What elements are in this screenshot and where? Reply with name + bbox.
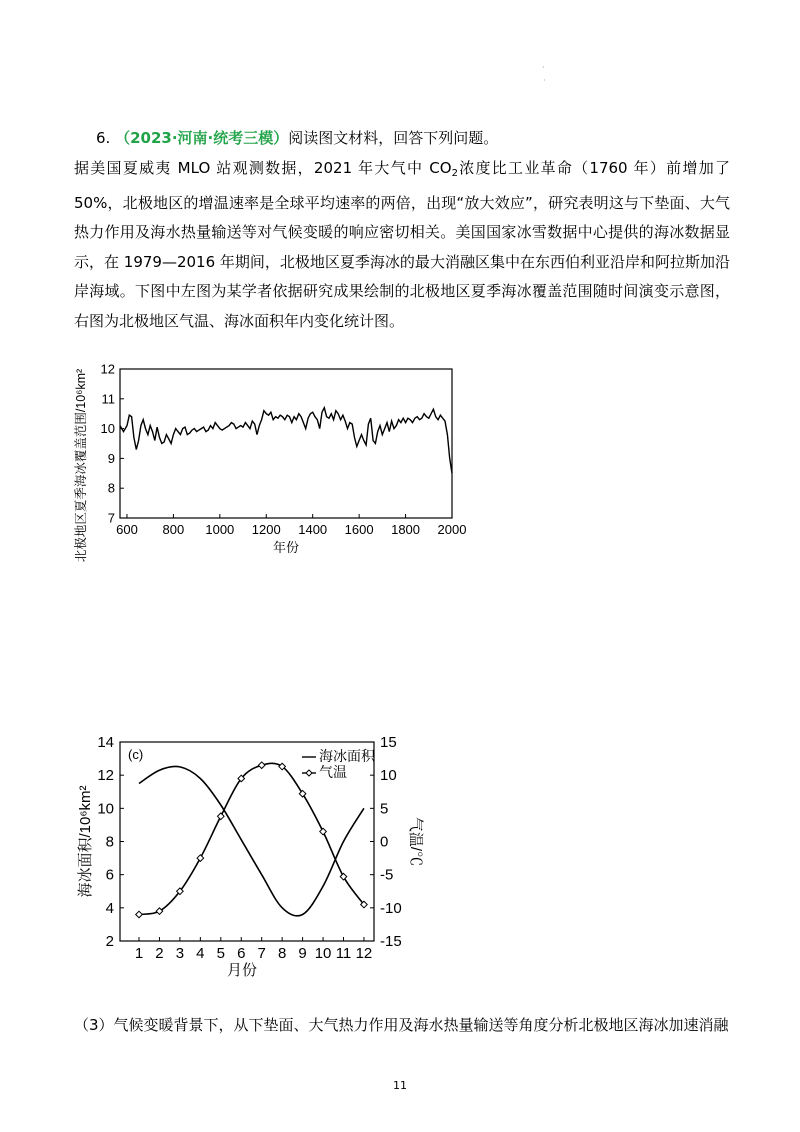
x-tick-label: 1400: [298, 522, 328, 537]
y-tick-label-right: -5: [380, 866, 394, 884]
y-tick-label: 10: [100, 421, 115, 437]
material-text-part: 地区的增温速率是全球平均速率的两倍，出现“放大效应”，研究表明这与下垫面、大气热力作用及海水热量输送等对气候变暖的响应密切相关。美国国家冰雪数据中心提供的海冰数据显示，在 1979—2016 年期间，北极地区夏季海冰的最大消融区集中在东西伯利亚沿岸和阿拉斯加沿岸海域。下图中左图为某学者依据研究成果绘制的北极地区夏季海冰覆盖范围随时间演变示意图，右图为北极地区气温、海冰面积年内变化统计图。: [74, 193, 731, 330]
y-axis-title-left: 海冰面积/10⁶km²: [77, 785, 94, 898]
y-tick-label-left: 8: [105, 833, 114, 851]
y-tick-label: 11: [101, 391, 115, 407]
x-tick-label: 3: [175, 945, 185, 962]
x-tick-label: 8: [277, 945, 287, 962]
question-source: （2023·河南·统考三模）: [115, 129, 289, 147]
material-text: [74, 154, 730, 337]
y-tick-label-right: 10: [380, 767, 397, 785]
legend-label-temperature: 气温: [319, 764, 347, 780]
x-axis-title: 年份: [272, 540, 300, 555]
x-tick-label: 1600: [344, 522, 374, 537]
temperature-point: [218, 813, 225, 820]
x-tick-label: 9: [298, 945, 307, 962]
x-tick-label: 12: [355, 945, 373, 962]
temperature-point: [340, 873, 347, 880]
legend-marker-temperature: [306, 770, 312, 776]
x-tick-label: 2000: [437, 522, 467, 537]
material-paragraph: [74, 154, 730, 337]
question-number: 6.: [96, 129, 111, 147]
y-tick-label-left: 4: [105, 899, 114, 917]
sea-ice-area-line: [139, 766, 364, 915]
y-tick-label-left: 14: [97, 734, 114, 751]
sea-ice-history-chart: [66, 336, 476, 576]
y-tick-label: 12: [100, 361, 115, 377]
y-axis-title: 北极地区夏季海冰覆盖范围/10⁶km²: [74, 368, 88, 563]
y-tick-label: 9: [107, 450, 115, 466]
material-text-part: 浓度比工业革命（1760 年）前增加了 50%，北极: [74, 159, 730, 212]
y-tick-label-left: 6: [105, 866, 114, 884]
sea-ice-extent-line: [120, 408, 452, 474]
plot-frame: [120, 369, 452, 518]
x-tick-label: 1000: [205, 522, 235, 537]
temperature-point: [258, 762, 265, 769]
y-tick-label-right: 0: [380, 833, 389, 851]
co2-subscript: 2: [451, 168, 458, 179]
temperature-point: [320, 828, 327, 835]
x-tick-label: 600: [116, 522, 138, 537]
x-tick-label: 800: [162, 522, 185, 537]
y-tick-label-right: 15: [380, 734, 397, 751]
y-tick-label: 7: [107, 510, 115, 526]
temperature-point: [136, 911, 143, 918]
y-tick-label: 8: [107, 480, 115, 496]
legend-label-sea-ice: 海冰面积: [319, 748, 375, 764]
scan-dot: ·: [542, 63, 545, 72]
x-tick-label: 7: [257, 945, 266, 962]
y-tick-label-right: -15: [380, 933, 402, 950]
material-text-part: 据美国夏威夷 MLO 站观测数据，2021 年大气中 CO: [74, 159, 452, 177]
question-heading: [96, 126, 498, 150]
y-tick-label-left: 12: [97, 767, 114, 785]
page-number: 11: [393, 1079, 407, 1092]
temperature-point: [197, 855, 204, 862]
x-tick-label: 2: [155, 945, 164, 962]
y-tick-label-left: 10: [97, 800, 114, 818]
y-axis-title-right: 气温/℃: [407, 816, 424, 867]
x-tick-label: 5: [216, 945, 225, 962]
x-tick-label: 1800: [391, 522, 421, 537]
x-tick-label: 6: [237, 945, 246, 962]
scan-dot: ·: [543, 76, 546, 85]
x-tick-label: 11: [335, 945, 352, 962]
y-tick-label-left: 2: [105, 933, 114, 950]
x-tick-label: 10: [314, 945, 332, 962]
temperature-line: [139, 763, 364, 914]
x-tick-label: 4: [196, 945, 205, 962]
question-instruction: 阅读图文材料，回答下列问题。: [288, 129, 499, 147]
monthly-ice-temperature-chart: [66, 730, 426, 980]
x-tick-label: 1: [134, 945, 144, 962]
chart-annotation: (c): [128, 747, 144, 762]
x-tick-label: 1200: [251, 522, 281, 537]
x-axis-title: 月份: [226, 962, 258, 979]
y-tick-label-right: 5: [380, 800, 389, 818]
question-3: （3）气候变暖背景下，从下垫面、大气热力作用及海水热量输送等角度分析北极地区海冰加速消融: [74, 1016, 729, 1034]
y-tick-label-right: -10: [380, 899, 402, 917]
